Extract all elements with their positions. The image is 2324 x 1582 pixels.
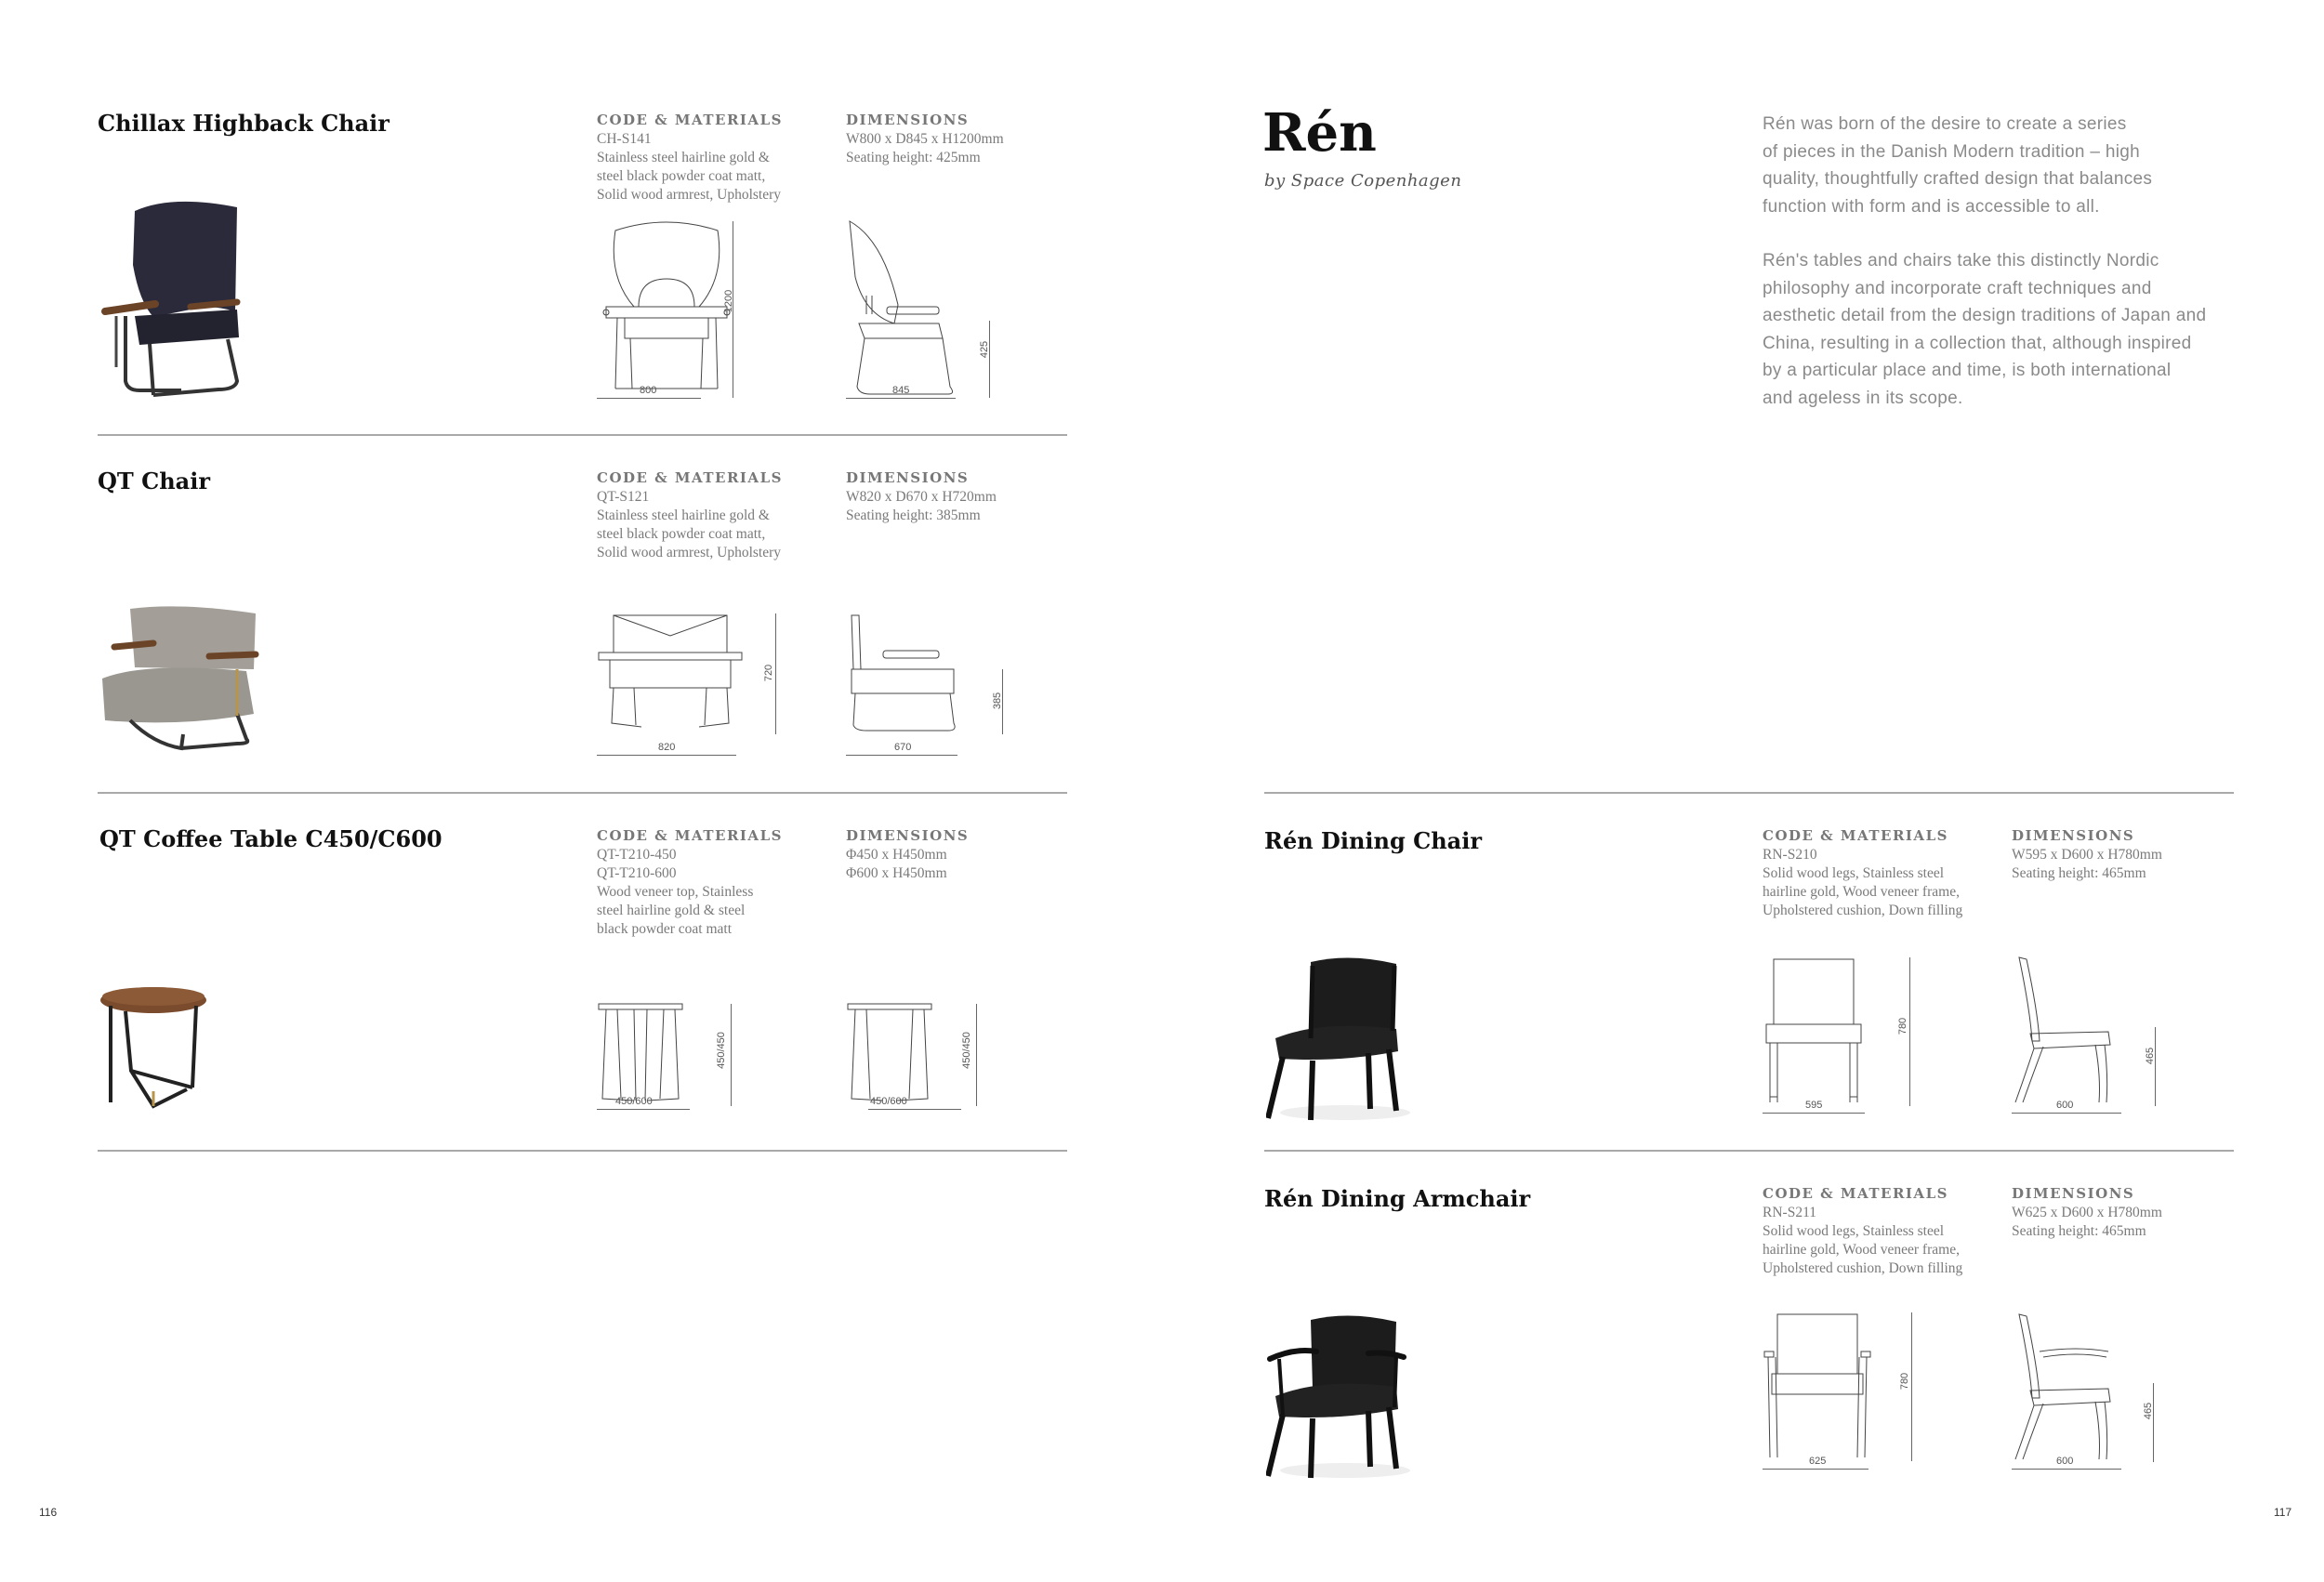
code-materials-text: RN-S211 Solid wood legs, Stainless steel hairline gold, Wood veneer frame, Upholstered cushion, Down filling [1763,1205,1963,1276]
code-materials-label: CODE & MATERIALS [597,469,783,486]
width-label: 450/600 [615,1096,653,1107]
code-materials-label: CODE & MATERIALS [1763,827,1948,844]
seat-height-label: 425 [979,340,991,359]
code-materials-label: CODE & MATERIALS [1763,1185,1948,1202]
seat-height-label: 465 [2143,1402,2155,1420]
product-title: Rén Dining Armchair [1264,1185,1531,1212]
dimensions-label: DIMENSIONS [846,827,970,844]
front-view-drawing [597,221,736,398]
dimensions-label: DIMENSIONS [2012,1185,2135,1202]
product-title: QT Chair [98,468,210,494]
collection-designer: by Space Copenhagen [1264,171,1462,191]
seat-height-label: 385 [992,692,1004,710]
height-label: 720 [763,664,775,682]
ren-dining-chair-photo [1266,953,1410,1125]
side-view-drawing [846,1002,933,1104]
front-view-drawing [1763,957,1865,1106]
collection-intro-p2: Rén's tables and chairs take this distinctly Nordic philosophy and incorporate craft techniques and aesthetic detail from the design traditions of Japan and China, resulting in a collection that, although inspired by a particular place and time, is both international and ageless in its scope. [1763,251,2207,408]
side-view-drawing [2012,1312,2114,1463]
depth-label: 600 [2056,1456,2074,1467]
code-materials-label: CODE & MATERIALS [597,827,783,844]
product-title: Rén Dining Chair [1264,827,1482,854]
divider [1264,1150,2234,1152]
collection-title: Rén [1262,102,1377,164]
seat-height-label: 450/450 [960,1032,972,1069]
height-label: 780 [1897,1017,1909,1035]
seat-height-label: 465 [2145,1047,2157,1065]
width-label: 625 [1809,1456,1827,1467]
divider [98,792,1067,794]
code-materials-text: RN-S210 Solid wood legs, Stainless steel hairline gold, Wood veneer frame, Upholstered cushion, Down filling [1763,847,1963,918]
depth-label: 670 [894,742,912,753]
depth-label: 845 [892,385,910,396]
dimensions-text: W800 x D845 x H1200mm Seating height: 425mm [846,131,1004,165]
qt-chair-photo [98,604,270,758]
front-view-drawing [1763,1312,1872,1461]
height-label: 450/450 [715,1032,727,1069]
width-label: 800 [640,385,657,396]
height-label: 780 [1899,1372,1911,1391]
side-view-drawing [2012,956,2114,1106]
page-number-right: 117 [2274,1506,2292,1519]
coffee-table-photo [98,985,209,1115]
dimensions-label: DIMENSIONS [846,469,970,486]
chillax-chair-photo [98,200,246,400]
code-materials-text: QT-S121 Stainless steel hairline gold & steel black powder coat matt, Solid wood armrest, Upholstery [597,489,782,560]
dimensions-text: W595 x D600 x H780mm Seating height: 465mm [2012,847,2162,881]
ren-dining-armchair-photo [1266,1311,1410,1483]
code-materials-text: CH-S141 Stainless steel hairline gold & steel black powder coat matt, Solid wood armrest, Upholstery [597,131,782,203]
dimensions-text: W820 x D670 x H720mm Seating height: 385mm [846,489,997,523]
collection-intro-p1: Rén was born of the desire to create a series of pieces in the Danish Modern tradition – high quality, thoughtfully crafted design that balances function with form and is accessible to all. [1763,114,2153,217]
dimensions-label: DIMENSIONS [2012,827,2135,844]
divider [98,434,1067,436]
front-view-drawing [597,613,744,734]
dimensions-text: Φ450 x H450mm Φ600 x H450mm [846,847,947,881]
depth-label: 450/600 [870,1096,907,1107]
front-view-drawing [597,1002,684,1104]
dimensions-label: DIMENSIONS [846,112,970,128]
depth-label: 600 [2056,1100,2074,1111]
code-materials-label: CODE & MATERIALS [597,112,783,128]
page-number-left: 116 [39,1506,58,1519]
divider [98,1150,1067,1152]
side-view-drawing [846,221,957,398]
side-view-drawing [846,613,965,734]
width-label: 820 [658,742,676,753]
height-label: 1200 [723,289,735,313]
divider [1264,792,2234,794]
dimensions-text: W625 x D600 x H780mm Seating height: 465mm [2012,1205,2162,1239]
product-title: Chillax Highback Chair [98,110,390,137]
width-label: 595 [1805,1100,1823,1111]
product-title: QT Coffee Table C450/C600 [99,825,442,852]
code-materials-text: QT-T210-450 QT-T210-600 Wood veneer top, Stainless steel hairline gold & steel black powder coat matt [597,847,754,937]
